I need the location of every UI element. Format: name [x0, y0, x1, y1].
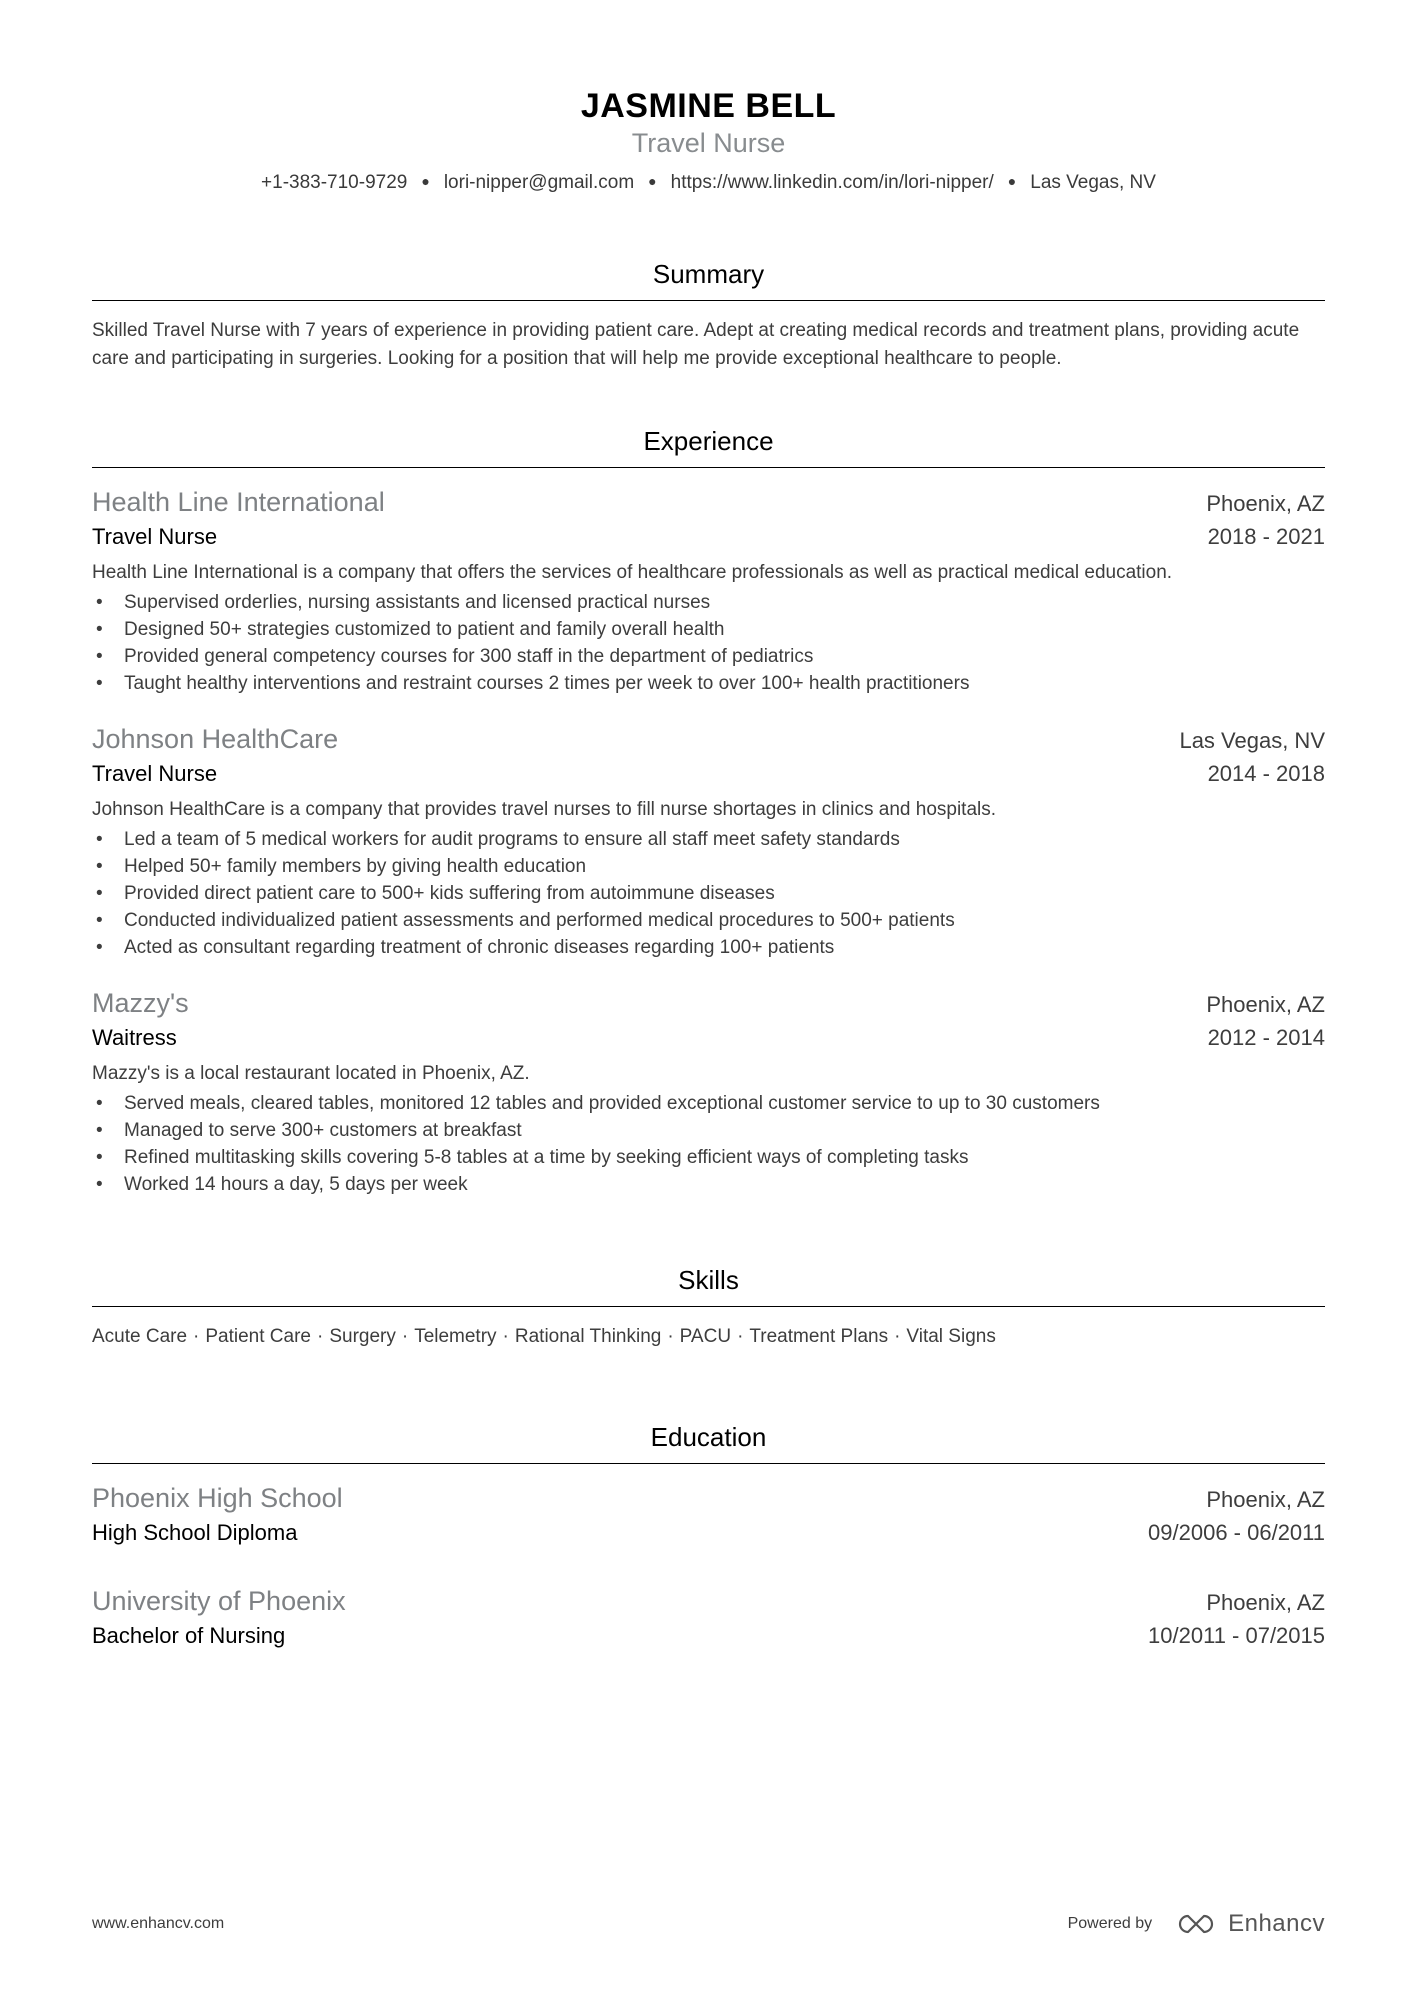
- education-school: Phoenix High School: [92, 1483, 343, 1513]
- contact-location: Las Vegas, NV: [1030, 172, 1156, 193]
- job-bullets: [92, 589, 1325, 697]
- skill-item: Patient Care: [205, 1326, 311, 1347]
- resume-header: [92, 0, 1325, 196]
- job-company: Johnson HealthCare: [92, 724, 339, 754]
- separator-dot: ·: [193, 1326, 200, 1347]
- education-section: [92, 1421, 1325, 1652]
- job-dates: 2012 - 2014: [1207, 1025, 1325, 1050]
- footer-site-link[interactable]: www.enhancv.com: [92, 1915, 225, 1932]
- summary-text: Skilled Travel Nurse with 7 years of experience in providing patient care. Adept at creating medical records and treatment plans, providing acute care and participating in surgeries. Looking for a position that will help me provide exceptional healthcare to people.: [92, 320, 1300, 369]
- list-item: • Conducted individualized patient assessments and performed medical procedures to 500+ patients: [92, 907, 1325, 934]
- job-entry: [92, 985, 1325, 1198]
- list-item: • Taught healthy interventions and restraint courses 2 times per week to over 100+ health practitioners: [92, 670, 1325, 697]
- separator-dot: ·: [502, 1326, 509, 1347]
- list-item: • Served meals, cleared tables, monitored 12 tables and provided exceptional customer service to up to 30 customers: [92, 1090, 1325, 1117]
- section-heading-summary: Summary: [92, 258, 1325, 301]
- list-item: • Refined multitasking skills covering 5-8 tables at a time by seeking efficient ways of completing tasks: [92, 1144, 1325, 1171]
- contact-line: [92, 168, 1325, 196]
- list-item: • Helped 50+ family members by giving health education: [92, 853, 1325, 880]
- job-entry: [92, 721, 1325, 961]
- job-description: Johnson HealthCare is a company that provides travel nurses to fill nurse shortages in clinics and hospitals.: [92, 799, 997, 820]
- brand-logo[interactable]: [1174, 1910, 1325, 1938]
- education-location: Phoenix, AZ: [1206, 1487, 1325, 1512]
- job-location: Las Vegas, NV: [1179, 728, 1325, 753]
- summary-section: [92, 258, 1325, 373]
- job-role: Travel Nurse: [92, 761, 218, 786]
- separator-dot: ·: [737, 1326, 744, 1347]
- brand-name: Enhancv: [1228, 1910, 1325, 1937]
- job-location: Phoenix, AZ: [1206, 491, 1325, 516]
- page-footer: [92, 1910, 1325, 1938]
- list-item: • Supervised orderlies, nursing assistants and licensed practical nurses: [92, 589, 1325, 616]
- contact-linkedin[interactable]: https://www.linkedin.com/in/lori-nipper/: [670, 172, 994, 193]
- powered-by: [1068, 1910, 1325, 1938]
- list-item: • Acted as consultant regarding treatment of chronic diseases regarding 100+ patients: [92, 934, 1325, 961]
- education-degree: Bachelor of Nursing: [92, 1623, 286, 1648]
- job-description: Mazzy's is a local restaurant located in Phoenix, AZ.: [92, 1063, 530, 1084]
- list-item: • Worked 14 hours a day, 5 days per week: [92, 1171, 1325, 1198]
- skills-section: [92, 1264, 1325, 1351]
- skill-item: Surgery: [329, 1326, 396, 1347]
- section-heading-skills: Skills: [92, 1264, 1325, 1307]
- list-item: • Provided direct patient care to 500+ kids suffering from autoimmune diseases: [92, 880, 1325, 907]
- skill-item: Acute Care: [92, 1326, 188, 1347]
- education-entry: [92, 1583, 1325, 1652]
- job-description: Health Line International is a company that offers the services of healthcare professionals as well as practical medical education.: [92, 562, 1173, 583]
- powered-by-label: Powered by: [1067, 1915, 1153, 1932]
- enhancv-logo-icon: [1174, 1912, 1220, 1936]
- separator-dot: ·: [317, 1326, 324, 1347]
- job-bullets: [92, 826, 1325, 961]
- list-item: • Provided general competency courses for 300 staff in the department of pediatrics: [92, 643, 1325, 670]
- job-company: Mazzy's: [92, 988, 189, 1018]
- contact-email[interactable]: lori-nipper@gmail.com: [443, 172, 635, 193]
- job-role: Waitress: [92, 1025, 177, 1050]
- candidate-name: JASMINE BELL: [580, 87, 837, 125]
- job-dates: 2018 - 2021: [1207, 524, 1325, 549]
- section-heading-education: Education: [92, 1421, 1325, 1464]
- job-dates: 2014 - 2018: [1207, 761, 1325, 786]
- separator-dot: ·: [401, 1326, 409, 1347]
- experience-section: [92, 425, 1325, 1198]
- job-company: Health Line International: [92, 487, 385, 517]
- separator-dot: ·: [667, 1326, 674, 1347]
- list-item: • Designed 50+ strategies customized to patient and family overall health: [92, 616, 1325, 643]
- education-school: University of Phoenix: [92, 1586, 346, 1616]
- separator-dot: ·: [894, 1326, 901, 1347]
- job-entry: [92, 484, 1325, 697]
- separator-dot: ●: [421, 173, 430, 189]
- section-heading-experience: Experience: [92, 425, 1325, 468]
- education-degree: High School Diploma: [92, 1520, 298, 1545]
- list-item: • Led a team of 5 medical workers for audit programs to ensure all staff meet safety standards: [92, 826, 1325, 853]
- job-location: Phoenix, AZ: [1206, 992, 1325, 1017]
- job-bullets: [92, 1090, 1325, 1198]
- education-location: Phoenix, AZ: [1206, 1590, 1325, 1615]
- separator-dot: ●: [648, 173, 657, 189]
- skill-item: Treatment Plans: [749, 1326, 889, 1347]
- job-role: Travel Nurse: [92, 524, 218, 549]
- skill-item: PACU: [679, 1326, 732, 1347]
- education-dates: 10/2011 - 07/2015: [1148, 1623, 1325, 1648]
- skills-list: [92, 1323, 1325, 1351]
- separator-dot: ●: [1007, 173, 1017, 189]
- skill-item: Telemetry: [414, 1326, 497, 1347]
- candidate-title: Travel Nurse: [631, 128, 786, 158]
- education-entry: [92, 1480, 1325, 1549]
- skill-item: Rational Thinking: [514, 1326, 662, 1347]
- education-dates: 09/2006 - 06/2011: [1148, 1520, 1325, 1545]
- contact-phone: +1-383-710-9729: [261, 172, 408, 193]
- list-item: • Managed to serve 300+ customers at breakfast: [92, 1117, 1325, 1144]
- skill-item: Vital Signs: [906, 1326, 996, 1347]
